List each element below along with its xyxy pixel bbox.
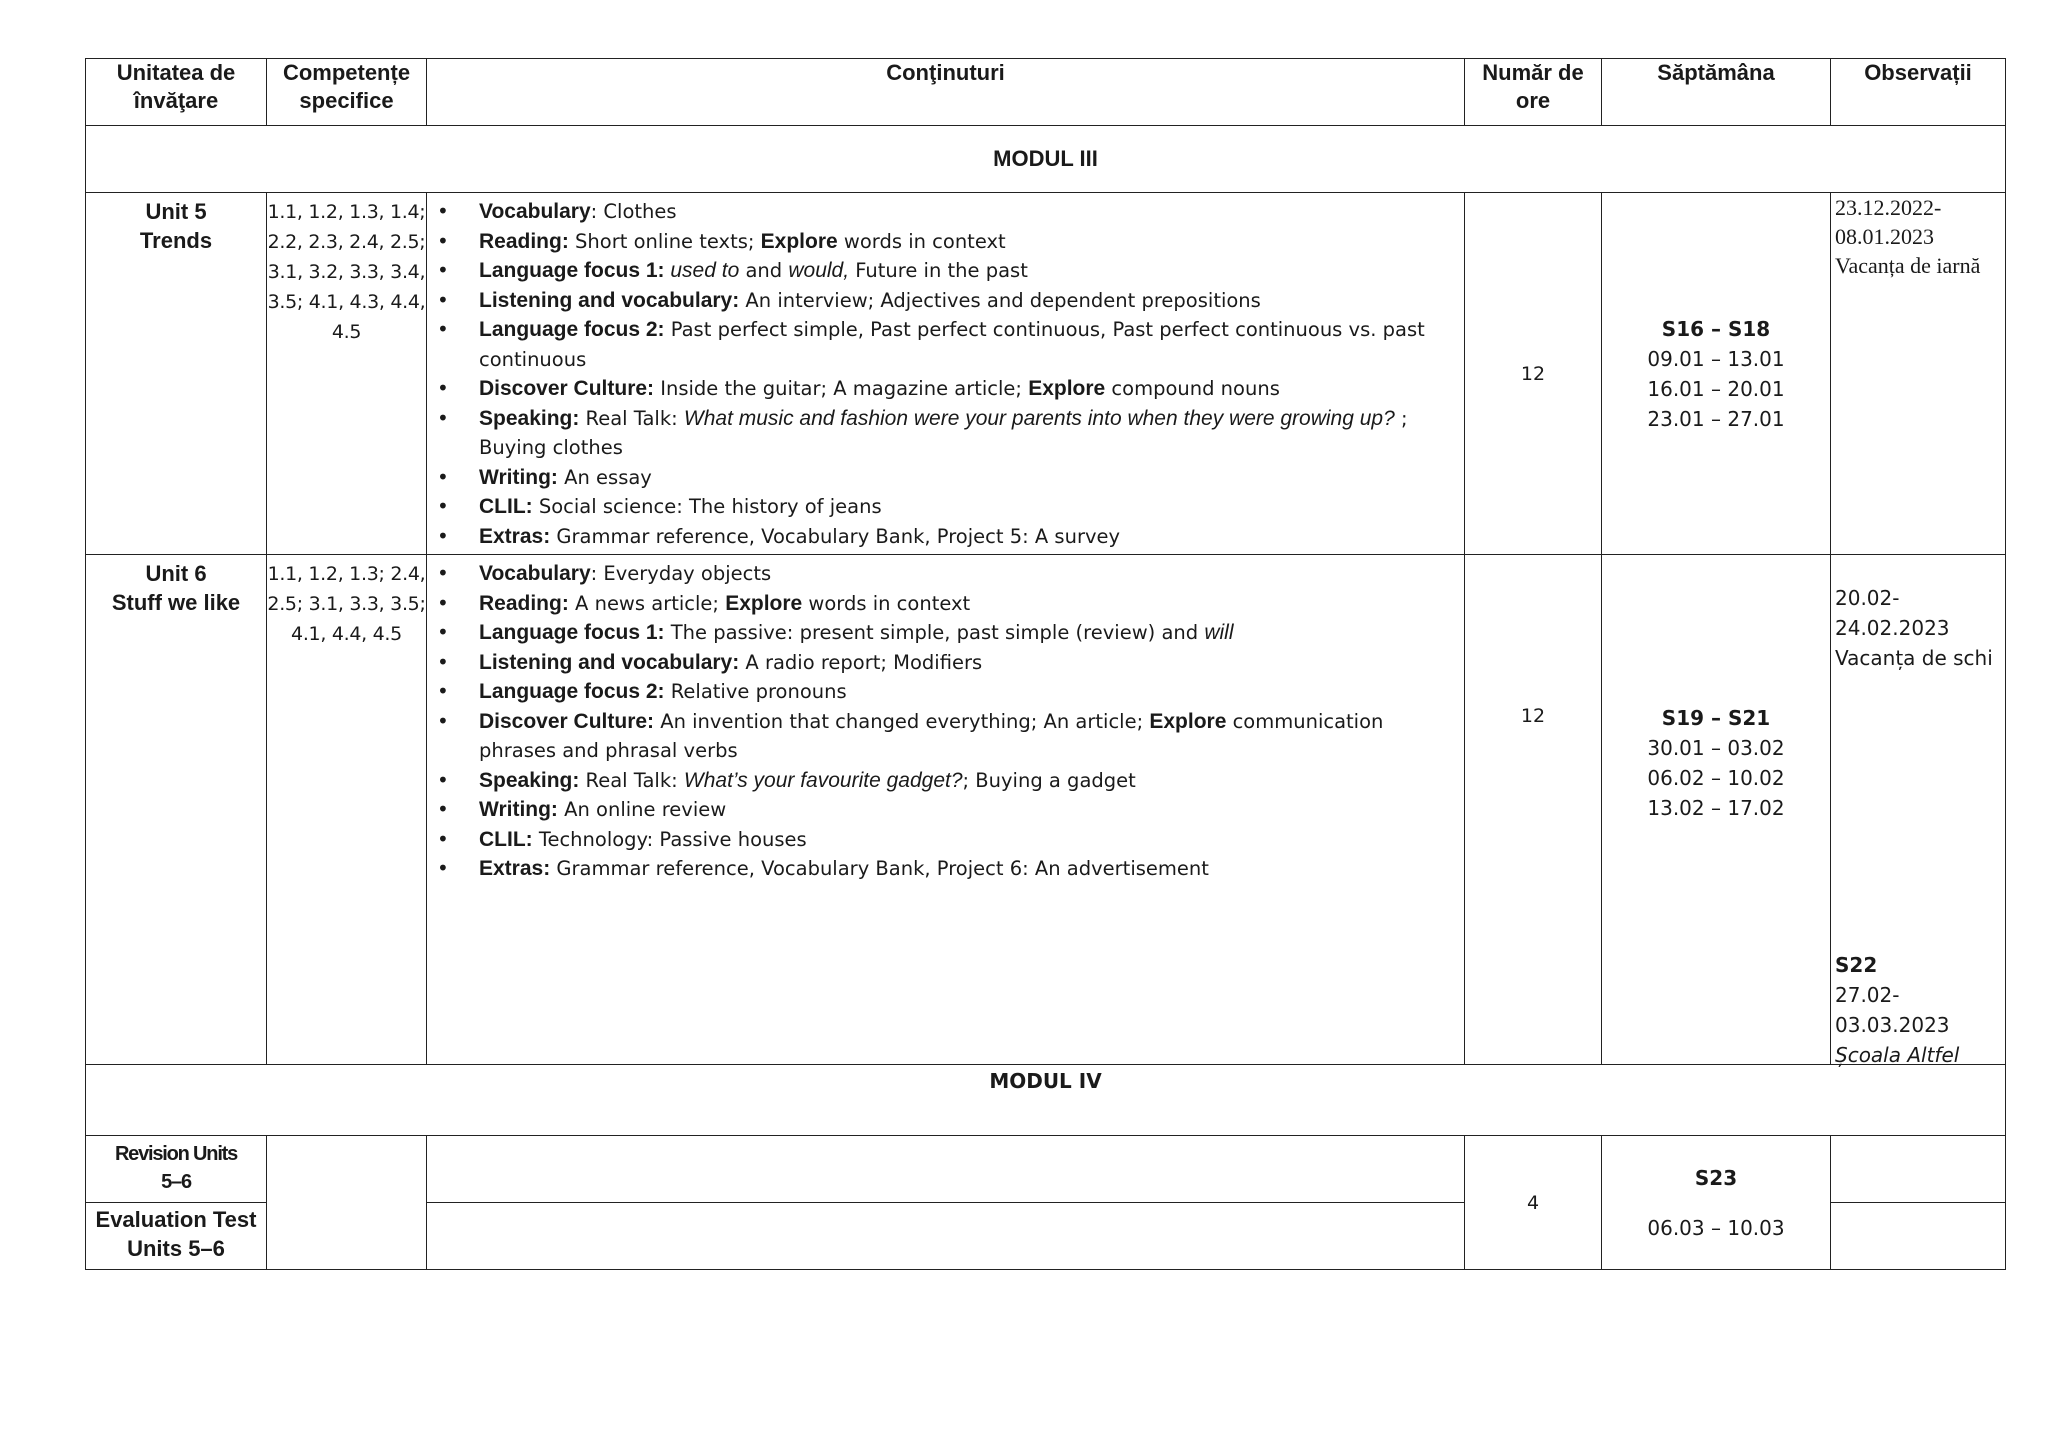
revision-line: Revision Units [114, 1143, 238, 1165]
unit-6-date: 30.01 – 03.02 [1647, 736, 1785, 760]
note-line: Vacanța de iarnă [1835, 253, 1981, 278]
list-item: • CLIL: Technology: Passive houses [427, 825, 1464, 855]
unit-5-title: Unit 5 [145, 199, 207, 224]
module-3-row [86, 126, 2006, 193]
unit-5-hours: 12 [1465, 193, 1602, 555]
list-item: • Reading: A news article; Explore words in context [427, 589, 1464, 619]
list-item: • Vocabulary: Everyday objects [427, 559, 1464, 589]
unit-6-notes [1831, 555, 2006, 1065]
list-item: • Language focus 2: Relative pronouns [427, 677, 1464, 707]
note-line: Școala Altfel [1835, 1043, 1960, 1067]
note-line: 08.01.2023 [1835, 224, 1934, 249]
list-item: • Reading: Short online texts; Explore words in context [427, 227, 1464, 257]
list-item: • Language focus 1: The passive: present simple, past simple (review) and will [427, 618, 1464, 648]
revision-cell [86, 1136, 267, 1203]
list-item: • CLIL: Social science: The history of jeans [427, 492, 1464, 522]
ski-holiday-note [1835, 583, 1993, 673]
header-unit: Unitatea de învăţare [86, 59, 267, 126]
list-item: • Vocabulary: Clothes [427, 197, 1464, 227]
evaluation-notes [1831, 1203, 2006, 1270]
list-item: • Listening and vocabulary: An interview; Adjectives and dependent prepositions [427, 286, 1464, 316]
unit-5-notes [1831, 193, 2006, 555]
final-dates: 06.03 – 10.03 [1647, 1215, 1785, 1240]
unit-6-date: 06.02 – 10.02 [1647, 766, 1785, 790]
revision-contents [427, 1136, 1465, 1203]
note-line: 23.12.2022- [1835, 195, 1942, 220]
list-item: • Listening and vocabulary: A radio report; Modifiers [427, 648, 1464, 678]
note-week: S22 [1835, 953, 1878, 977]
unit-5-weeks [1602, 193, 1831, 555]
header-notes: Observații [1831, 59, 2006, 126]
note-line: Vacanța de schi [1835, 646, 1993, 670]
list-item: • Language focus 2: Past perfect simple, Past perfect continuous, Past perfect continuous vs. past continuous [427, 315, 1464, 374]
revision-notes [1831, 1136, 2006, 1203]
list-item: • Writing: An online review [427, 795, 1464, 825]
unit-6-week-range: S19 – S21 [1661, 706, 1771, 730]
module-3-title: MODUL III [86, 126, 2006, 193]
unit-6-contents [427, 555, 1465, 1065]
unit-5-contents [427, 193, 1465, 555]
final-weeks [1602, 1136, 1831, 1270]
module-4-title: MODUL IV [86, 1065, 2006, 1136]
header-row [86, 59, 2006, 126]
revision-row [86, 1136, 2006, 1203]
unit-5-row [86, 193, 2006, 555]
unit-6-subtitle: Stuff we like [111, 590, 241, 615]
unit-5-date: 16.01 – 20.01 [1647, 376, 1785, 401]
header-contents: Conţinuturi [427, 59, 1465, 126]
list-item: • Speaking: Real Talk: What’s your favourite gadget?; Buying a gadget [427, 766, 1464, 796]
note-line: 03.03.2023 [1835, 1013, 1950, 1037]
unit-6-hours: 12 [1465, 555, 1602, 1065]
unit-6-cell [86, 555, 267, 1065]
unit-5-week-range: S16 – S18 [1661, 316, 1771, 341]
list-item: • Discover Culture: Inside the guitar; A magazine article; Explore compound nouns [427, 374, 1464, 404]
header-hours: Număr de ore [1465, 59, 1602, 126]
unit-6-date: 13.02 – 17.02 [1647, 796, 1785, 820]
evaluation-line: Evaluation Test [95, 1207, 257, 1232]
note-line: 24.02.2023 [1835, 616, 1950, 640]
final-week: S23 [1694, 1165, 1738, 1190]
list-item: • Writing: An essay [427, 463, 1464, 493]
list-item: • Discover Culture: An invention that changed everything; An article; Explore communication phrases and phrasal verbs [427, 707, 1464, 766]
unit-5-competences: 1.1, 1.2, 1.3, 1.4; 2.2, 2.3, 2.4, 2.5; 3.1, 3.2, 3.3, 3.4, 3.5; 4.1, 4.3, 4.4, 4.5 [267, 193, 427, 555]
revision-line: 5–6 [161, 1171, 191, 1193]
unit-5-cell [86, 193, 267, 555]
scoala-altfel-note [1835, 950, 1959, 1070]
list-item: • Speaking: Real Talk: What music and fashion were your parents into when they were growing up? ; Buying clothes [427, 404, 1464, 463]
list-item: • Language focus 1: used to and would, Future in the past [427, 256, 1464, 286]
revision-competences [267, 1136, 427, 1270]
unit-6-weeks [1602, 555, 1831, 1065]
unit-6-competences: 1.1, 1.2, 1.3; 2.4, 2.5; 3.1, 3.3, 3.5; 4.1, 4.4, 4.5 [267, 555, 427, 1065]
header-competences: Competențe specifice [267, 59, 427, 126]
evaluation-line: Units 5–6 [127, 1236, 225, 1261]
evaluation-cell [86, 1203, 267, 1270]
final-hours: 4 [1465, 1136, 1602, 1270]
unit-5-date: 23.01 – 27.01 [1647, 406, 1785, 431]
unit-6-title: Unit 6 [145, 561, 207, 586]
module-4-row [86, 1065, 2006, 1136]
list-item: • Extras: Grammar reference, Vocabulary Bank, Project 5: A survey [427, 522, 1464, 552]
note-line: 27.02- [1835, 983, 1900, 1007]
unit-5-date: 09.01 – 13.01 [1647, 346, 1785, 371]
unit-6-row [86, 555, 2006, 1065]
unit-5-subtitle: Trends [139, 228, 213, 253]
curriculum-table [85, 58, 2006, 1270]
header-week: Săptămâna [1602, 59, 1831, 126]
list-item: • Extras: Grammar reference, Vocabulary Bank, Project 6: An advertisement [427, 854, 1464, 884]
evaluation-contents [427, 1203, 1465, 1270]
note-line: 20.02- [1835, 586, 1900, 610]
